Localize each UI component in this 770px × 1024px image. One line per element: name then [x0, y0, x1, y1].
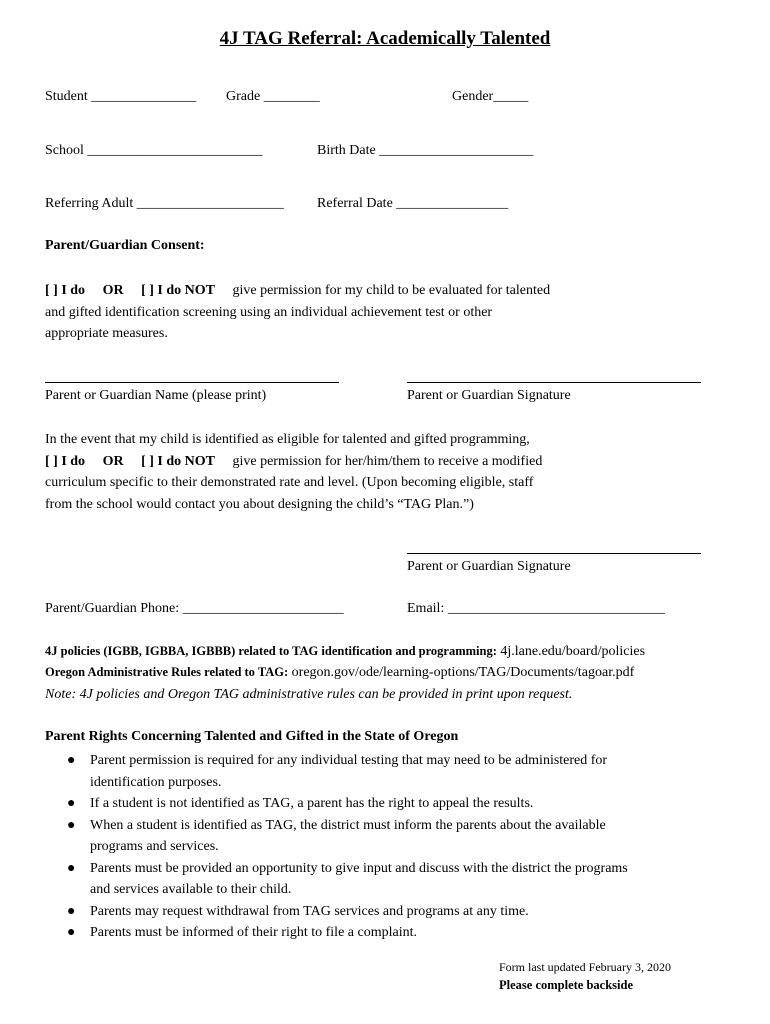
form-updated-date: Form last updated February 3, 2020 [499, 960, 671, 974]
page-title: 4J TAG Referral: Academically Talented [219, 28, 551, 49]
consent-paragraph [45, 280, 550, 345]
referral-date-field[interactable]: Referral Date ________________ [317, 196, 509, 211]
oar-label: Oregon Administrative Rules related to TAG: [45, 665, 289, 679]
list-item [45, 815, 628, 858]
bullet-icon: ● [67, 817, 76, 833]
birth-date-field[interactable]: Birth Date ______________________ [317, 143, 534, 158]
modified-line2-text: give permission for her/him/them to receive a modified [232, 453, 543, 469]
modified-signature-line[interactable] [407, 553, 701, 554]
list-item-text: Parents may request withdrawal from TAG services and programs at any time. [90, 903, 529, 919]
consent-or: OR [102, 283, 124, 298]
modified-signature-label: Parent or Guardian Signature [407, 559, 571, 574]
policies-line2 [45, 665, 634, 681]
modified-or: OR [102, 453, 124, 469]
list-item-text: If a student is not identified as TAG, a parent has the right to appeal the results. [90, 796, 534, 811]
list-item [45, 750, 628, 793]
guardian-name-label: Parent or Guardian Name (please print) [45, 388, 267, 403]
consent-i-do-not-checkbox[interactable]: [ ] I do NOT [141, 283, 215, 298]
guardian-signature-label: Parent or Guardian Signature [407, 388, 571, 403]
list-item-text: Parents must be informed of their right to file a complaint. [90, 925, 417, 940]
consent-i-do-checkbox[interactable]: [ ] I do [45, 283, 86, 298]
bullet-icon: ● [67, 903, 76, 919]
grade-field[interactable]: Grade ________ [226, 89, 320, 104]
rights-list [45, 750, 628, 944]
list-item-text: When a student is identified as TAG, the district must inform the parents about the available [90, 817, 606, 833]
modified-line4: from the school would contact you about designing the child’s “TAG Plan.”) [45, 496, 474, 512]
list-item-text: and services available to their child. [90, 882, 292, 897]
bullet-icon: ● [67, 796, 76, 811]
consent-line1-text: give permission for my child to be evaluated for talented [232, 283, 551, 298]
complete-backside-note: Please complete backside [499, 978, 634, 992]
school-field[interactable]: School _________________________ [45, 143, 263, 158]
consent-line2: and gifted identification screening using an individual achievement test or other [45, 304, 493, 320]
student-field[interactable]: Student _______________ [45, 89, 197, 104]
list-item [45, 858, 628, 901]
list-item [45, 793, 628, 815]
list-item-text: programs and services. [90, 839, 219, 854]
list-item [45, 901, 628, 923]
list-item-text: Parent permission is required for any individual testing that may need to be administered for [90, 753, 608, 768]
list-item-text: identification purposes. [90, 774, 222, 790]
policies-note: Note: 4J policies and Oregon TAG administrative rules can be provided in print upon request. [45, 687, 573, 702]
guardian-signature-line[interactable] [407, 382, 701, 383]
bullet-icon: ● [67, 860, 76, 876]
bullet-icon: ● [67, 753, 76, 768]
modified-i-do-checkbox[interactable]: [ ] I do [45, 453, 86, 469]
guardian-name-line[interactable] [45, 382, 339, 383]
rights-heading: Parent Rights Concerning Talented and Gifted in the State of Oregon [45, 729, 459, 744]
gender-field[interactable]: Gender_____ [452, 89, 529, 104]
bullet-icon: ● [67, 925, 76, 940]
policies-line1 [45, 644, 645, 660]
modified-line3: curriculum specific to their demonstrated rate and level. (Upon becoming eligible, staff [45, 475, 534, 490]
modified-i-do-not-checkbox[interactable]: [ ] I do NOT [141, 453, 215, 469]
phone-field[interactable]: Parent/Guardian Phone: _______________________ [45, 601, 344, 616]
list-item-text: Parents must be provided an opportunity to give input and discuss with the district the programs [90, 860, 628, 876]
modified-line1: In the event that my child is identified as eligible for talented and gifted programming, [45, 432, 530, 447]
referring-adult-field[interactable]: Referring Adult _____________________ [45, 196, 284, 211]
consent-line3: appropriate measures. [45, 326, 168, 341]
modified-curriculum-paragraph [45, 429, 542, 515]
policies-link[interactable]: 4j.lane.edu/board/policies [500, 644, 646, 659]
policies-label: 4J policies (IGBB, IGBBA, IGBBB) related to TAG identification and programming: [45, 644, 497, 658]
email-field[interactable]: Email: _______________________________ [407, 601, 665, 616]
list-item [45, 922, 628, 944]
consent-heading: Parent/Guardian Consent: [45, 238, 205, 253]
oar-link[interactable]: oregon.gov/ode/learning-options/TAG/Documents/tagoar.pdf [291, 665, 635, 680]
